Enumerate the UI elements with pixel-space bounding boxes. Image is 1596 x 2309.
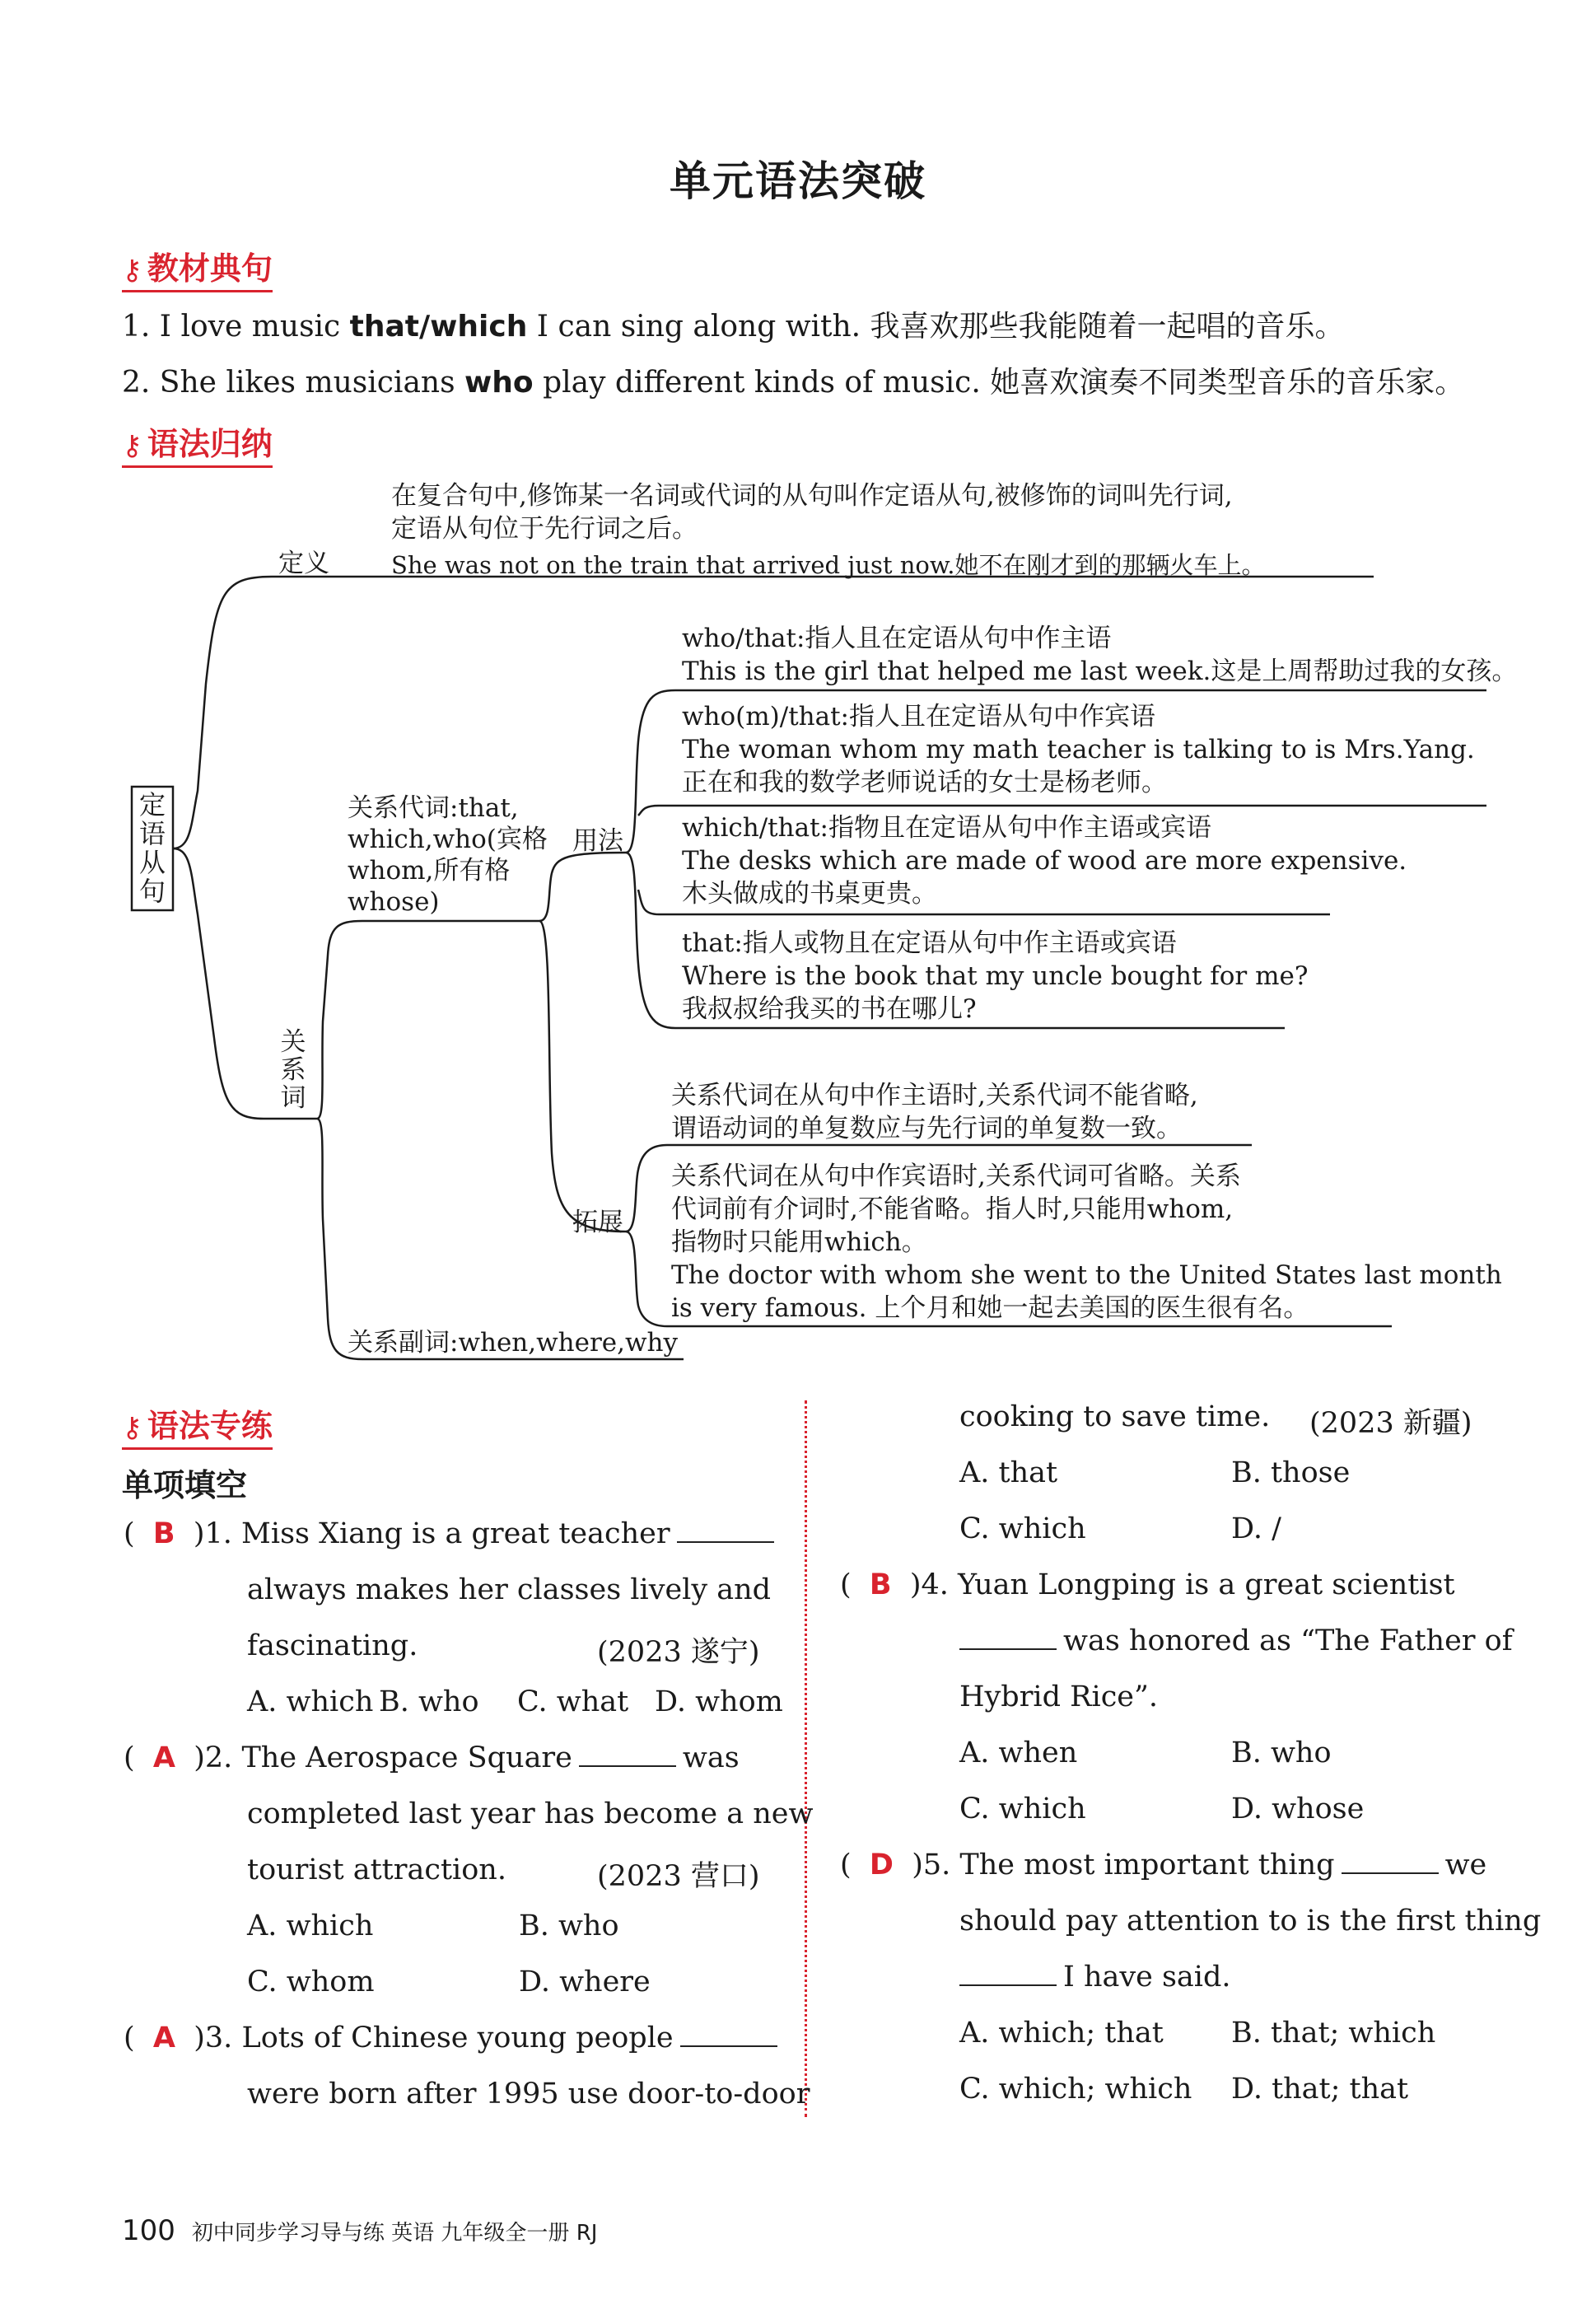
question-5-line-2: should pay attention to is the first thing: [959, 1905, 1542, 1937]
blank[interactable]: [959, 1984, 1057, 1986]
question-1-source: (2023 遂宁): [597, 1636, 760, 1669]
example-sentence-2: 2. She likes musicians who play different kinds of music. 她喜欢演奏不同类型音乐的音乐家。: [122, 366, 1465, 400]
question-5: ( D )5. The most important thing we: [840, 1849, 1487, 1881]
book-title: 初中同步学习导与练 英语 九年级全一册 RJ: [191, 2221, 598, 2246]
question-3: ( A )3. Lots of Chinese young people: [124, 2022, 784, 2054]
answer-q5: D: [869, 1849, 894, 1881]
example-sentence-1: 1. I love music that/which I can sing along with. 我喜欢那些我能随着一起唱的音乐。: [122, 310, 1345, 344]
q2-option-c[interactable]: C. whom: [247, 1965, 375, 1998]
definition-label: 定义: [278, 549, 329, 578]
question-4: ( B )4. Yuan Longping is a great scientist: [840, 1568, 1455, 1601]
q2-option-d[interactable]: D. where: [519, 1965, 651, 1998]
q5-option-d[interactable]: D. that; that: [1231, 2073, 1409, 2106]
question-3-line-2: were born after 1995 use door-to-door: [247, 2078, 810, 2110]
definition-line-2: 定语从句位于先行词之后。: [391, 514, 698, 544]
q4-option-a[interactable]: A. when: [959, 1736, 1078, 1769]
definition-example: She was not on the train that arrived just now.她不在刚才到的那辆火车上。: [391, 551, 1266, 579]
answer-q3: A: [152, 2022, 175, 2054]
q4-option-b[interactable]: B. who: [1231, 1736, 1332, 1769]
branch-extend: [539, 921, 626, 1232]
blank[interactable]: [959, 1648, 1057, 1650]
usage-item-4: that:指人或物且在定语从句中作主语或宾语 Where is the book that my uncle bought for me? 我叔叔给我买的书在哪儿?: [682, 928, 1309, 1024]
relative-adverb-line: 关系副词:when,where,why: [348, 1328, 678, 1358]
question-1: ( B )1. Miss Xiang is a great teacher: [124, 1517, 781, 1550]
q1-option-c[interactable]: C. what: [517, 1685, 629, 1718]
question-3-line-3: cooking to save time.: [959, 1400, 1271, 1433]
question-1-line-2: always makes her classes lively and: [247, 1573, 772, 1606]
key-icon: ⚷: [122, 1411, 142, 1444]
q1-option-a[interactable]: A. which: [247, 1685, 374, 1718]
blank[interactable]: [677, 1541, 774, 1543]
page-footer: [122, 2214, 597, 2247]
q5-option-a[interactable]: A. which; that: [959, 2017, 1164, 2050]
key-icon: ⚷: [122, 254, 142, 287]
question-3-source: (2023 新疆): [1309, 1407, 1472, 1440]
usage-item-2: who(m)/that:指人且在定语从句中作宾语 The woman whom my math teacher is talking to is Mrs.Yang. 正在和我的数学老师说话的女士是杨老师。: [682, 702, 1475, 797]
extend-label: 拓展: [572, 1208, 623, 1237]
question-4-line-2: was honored as “The Father of: [959, 1624, 1513, 1657]
q3-option-d[interactable]: D. /: [1231, 1512, 1281, 1545]
q1-option-d[interactable]: D. whom: [655, 1685, 783, 1718]
branch-adverb: [317, 1119, 684, 1359]
answer-q4: B: [869, 1568, 892, 1601]
extend-item-1: 关系代词在从句中作主语时,关系代词不能省略, 谓语动词的单复数应与先行词的单复数一致。: [671, 1081, 1198, 1143]
definition-line-1: 在复合句中,修饰某一名词或代词的从句叫作定语从句,被修饰的词叫先行词,: [391, 481, 1233, 511]
q3-option-c[interactable]: C. which: [959, 1512, 1086, 1545]
page-number: 100: [122, 2214, 175, 2247]
key-icon: ⚷: [122, 429, 142, 462]
relative-pronoun-list: 关系代词:that, which,who(宾格 whom,所有格 whose): [348, 793, 548, 917]
subheading-single-choice: 单项填空: [122, 1467, 248, 1503]
section-title: 语法专练: [147, 1408, 273, 1444]
branch-usage: [539, 853, 626, 921]
extend-item-2: 关系代词在从句中作宾语时,关系代词可省略。关系 代词前有介词时,不能省略。指人时,只能用whom, 指物时只能用which。 The doctor with whom she went to the United States last month is very famous. 上个月和她一起去美国的医生很有名。: [671, 1162, 1502, 1323]
column-divider: [805, 1400, 807, 2117]
question-4-line-3: Hybrid Rice”.: [959, 1680, 1159, 1713]
bold-relative-word: who: [464, 366, 534, 400]
root-node: 定语从句: [138, 789, 166, 907]
q1-option-b[interactable]: B. who: [379, 1685, 479, 1718]
q2-option-a[interactable]: A. which: [247, 1909, 374, 1942]
q3-option-a[interactable]: A. that: [959, 1456, 1058, 1489]
usage-item-1: who/that:指人且在定语从句中作主语 This is the girl that helped me last week.这是上周帮助过我的女孩。: [682, 624, 1518, 686]
section-title: 教材典句: [147, 250, 273, 287]
blank[interactable]: [1342, 1872, 1439, 1874]
usage-label: 用法: [572, 826, 623, 856]
q5-option-c[interactable]: C. which; which: [959, 2073, 1192, 2106]
q4-option-d[interactable]: D. whose: [1231, 1793, 1365, 1825]
q3-option-b[interactable]: B. those: [1231, 1456, 1351, 1489]
usage-item-3: which/that:指物且在定语从句中作主语或宾语 The desks which are made of wood are more expensive. 木头做成的书桌更贵。: [682, 813, 1407, 909]
section-heading-grammar-practice: [122, 1400, 273, 1450]
page-title: 单元语法突破: [670, 157, 926, 205]
branch-pronoun: [317, 921, 539, 1119]
answer-q1: B: [152, 1517, 175, 1550]
question-2-source: (2023 营口): [597, 1860, 760, 1893]
q2-option-b[interactable]: B. who: [519, 1909, 619, 1942]
q4-option-c[interactable]: C. which: [959, 1793, 1086, 1825]
bold-relative-word: that/which: [349, 310, 528, 344]
blank[interactable]: [579, 1765, 676, 1767]
question-2-line-3: tourist attraction.: [247, 1853, 506, 1886]
q5-option-b[interactable]: B. that; which: [1231, 2017, 1436, 2050]
answer-q2: A: [152, 1741, 175, 1774]
question-2: ( A )2. The Aerospace Square was: [124, 1741, 740, 1774]
blank[interactable]: [680, 2045, 777, 2047]
section-title: 语法归纳: [147, 426, 273, 462]
question-5-line-3: I have said.: [959, 1961, 1231, 1993]
relword-label: 关系词: [280, 1027, 306, 1113]
question-2-line-2: completed last year has become a new: [247, 1797, 814, 1830]
question-1-line-3: fascinating.: [247, 1629, 418, 1662]
